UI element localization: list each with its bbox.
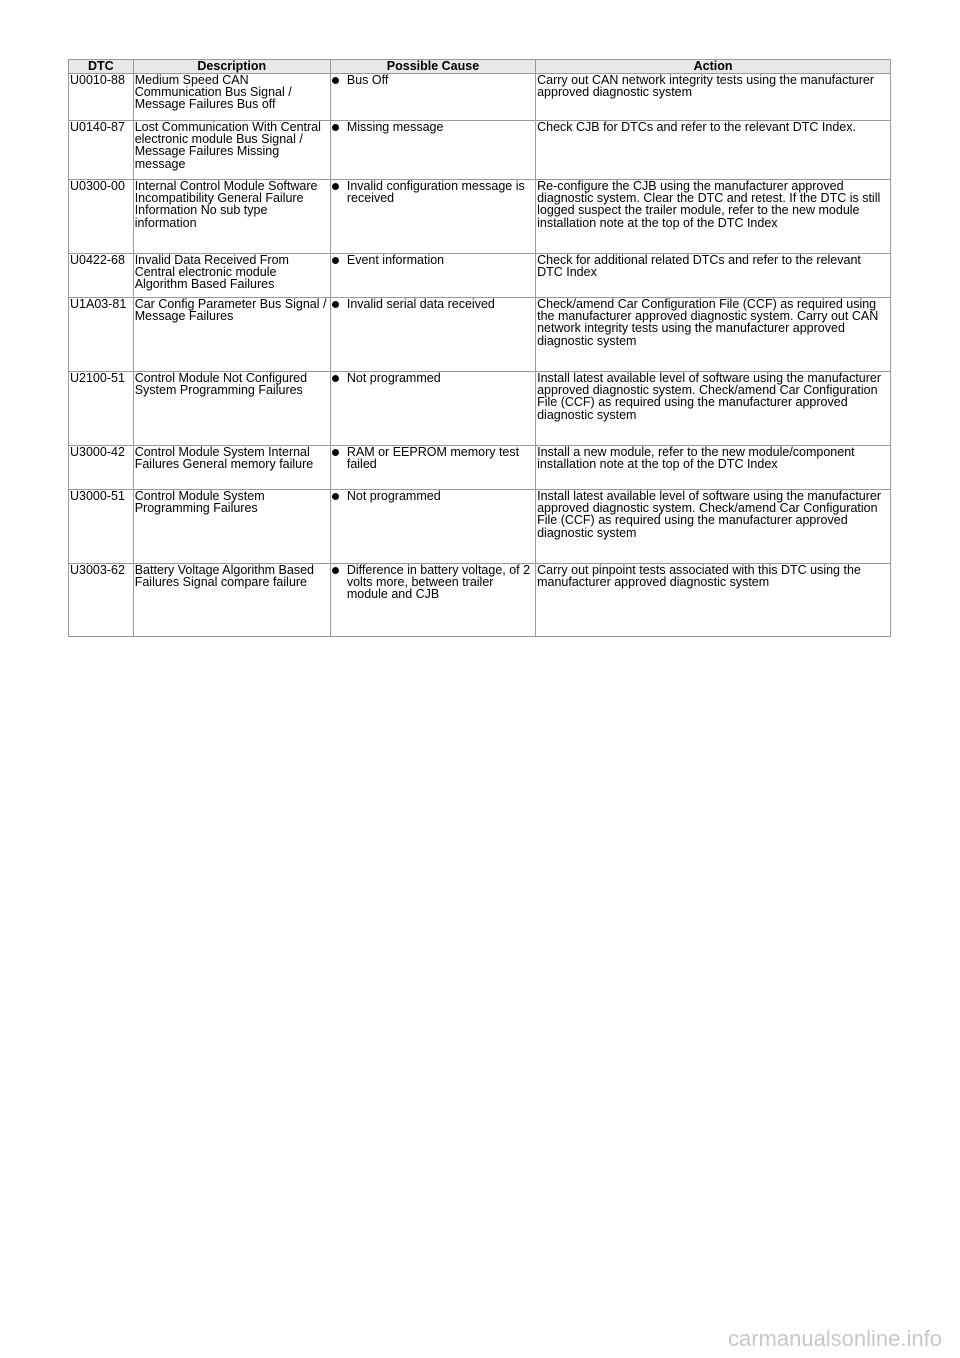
possible-cause (330, 180, 535, 254)
possible-cause (330, 446, 535, 490)
bullet-icon (332, 449, 339, 456)
table-body (69, 74, 891, 637)
header-dtc: DTC (69, 60, 134, 74)
dtc-action: Install a new module, refer to the new module/component installation note at the top of the DTC Index (536, 446, 891, 490)
dtc-action: Install latest available level of software using the manufacturer approved diagnostic system. Check/amend Car Configuration File (CCF) as required using the manufacturer approved diagnostic system (536, 372, 891, 446)
dtc-description: Control Module Not Configured System Programming Failures (133, 372, 330, 446)
dtc-code: U3000-51 (69, 490, 134, 564)
dtc-code: U0010-88 (69, 74, 134, 121)
table-header (69, 60, 891, 74)
dtc-action: Check for additional related DTCs and refer to the relevant DTC Index (536, 254, 891, 298)
bullet-icon (332, 183, 339, 190)
possible-cause (330, 121, 535, 180)
dtc-description: Control Module System Internal Failures General memory failure (133, 446, 330, 490)
dtc-description: Battery Voltage Algorithm Based Failures Signal compare failure (133, 564, 330, 637)
header-row (69, 60, 891, 74)
dtc-description: Invalid Data Received From Central electronic module Algorithm Based Failures (133, 254, 330, 298)
dtc-code: U3003-62 (69, 564, 134, 637)
table-row (69, 298, 891, 372)
dtc-code: U0422-68 (69, 254, 134, 298)
bullet-icon (332, 301, 339, 308)
possible-cause (330, 564, 535, 637)
table-row (69, 121, 891, 180)
header-possible-cause: Possible Cause (330, 60, 535, 74)
possible-cause (330, 298, 535, 372)
dtc-code: U1A03-81 (69, 298, 134, 372)
table-row (69, 446, 891, 490)
bullet-icon (332, 124, 339, 131)
dtc-description: Control Module System Programming Failures (133, 490, 330, 564)
bullet-icon (332, 567, 339, 574)
header-description: Description (133, 60, 330, 74)
table-row (69, 180, 891, 254)
table-row (69, 74, 891, 121)
cause-text: RAM or EEPROM memory test failed (346, 445, 520, 472)
dtc-code: U0300-00 (69, 180, 134, 254)
dtc-action: Carry out pinpoint tests associated with this DTC using the manufacturer approved diagnostic system (536, 564, 891, 637)
possible-cause (330, 74, 535, 121)
bullet-icon (332, 493, 339, 500)
table-row (69, 372, 891, 446)
dtc-description: Internal Control Module Software Incompatibility General Failure Information No sub type information (133, 180, 330, 254)
dtc-code: U0140-87 (69, 121, 134, 180)
dtc-description: Medium Speed CAN Communication Bus Signal / Message Failures Bus off (133, 74, 330, 121)
dtc-action: Check CJB for DTCs and refer to the relevant DTC Index. (536, 121, 891, 180)
dtc-table (68, 59, 891, 637)
dtc-description: Lost Communication With Central electronic module Bus Signal / Message Failures Missing message (133, 121, 330, 180)
header-action: Action (536, 60, 891, 74)
cause-text: Not programmed (346, 489, 441, 503)
table-row (69, 490, 891, 564)
dtc-code: U3000-42 (69, 446, 134, 490)
cause-text: Event information (346, 253, 445, 267)
bullet-icon (332, 77, 339, 84)
dtc-action: Re-configure the CJB using the manufacturer approved diagnostic system. Clear the DTC and retest. If the DTC is still logged suspect the trailer module, refer to the new module installation note at the top of the DTC Index (536, 180, 891, 254)
dtc-action: Check/amend Car Configuration File (CCF) as required using the manufacturer approved diagnostic system. Carry out CAN network integrity tests using the manufacturer approved diagnostic system (536, 298, 891, 372)
cause-text: Not programmed (346, 371, 441, 385)
cause-text: Missing message (346, 120, 444, 134)
watermark-url: carmanualsonline.info (727, 1326, 942, 1351)
cause-text: Bus Off (346, 73, 389, 87)
cause-text: Invalid serial data received (346, 297, 495, 311)
cause-text: Invalid configuration message is received (346, 179, 525, 206)
bullet-icon (332, 257, 339, 264)
bullet-icon (332, 375, 339, 382)
cause-text: Difference in battery voltage, of 2 volts more, between trailer module and CJB (346, 563, 531, 602)
possible-cause (330, 490, 535, 564)
dtc-action: Carry out CAN network integrity tests using the manufacturer approved diagnostic system (536, 74, 891, 121)
possible-cause (330, 254, 535, 298)
possible-cause (330, 372, 535, 446)
dtc-action: Install latest available level of software using the manufacturer approved diagnostic system. Check/amend Car Configuration File (CCF) as required using the manufacturer approved diagnostic system (536, 490, 891, 564)
table-row (69, 254, 891, 298)
dtc-description: Car Config Parameter Bus Signal / Message Failures (133, 298, 330, 372)
dtc-code: U2100-51 (69, 372, 134, 446)
table-row (69, 564, 891, 637)
